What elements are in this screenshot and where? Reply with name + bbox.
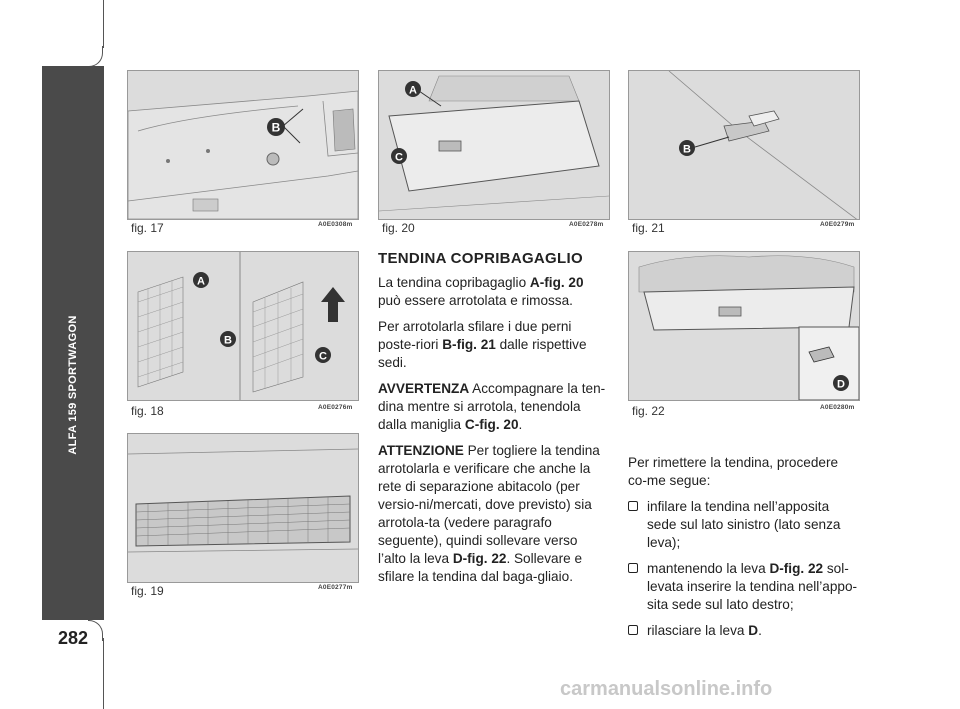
fig-18-label: fig. 18	[131, 404, 164, 418]
sidebar-title: ALFA 159 SPORTWAGON	[67, 315, 79, 455]
fig-17-code: A0E0308m	[318, 221, 353, 228]
callout-b: B	[683, 143, 691, 156]
page-number: 282	[58, 628, 89, 648]
fig-17-label: fig. 17	[131, 221, 164, 235]
checkbox-bullet-icon	[628, 625, 638, 635]
fig-21-code: A0E0279m	[820, 221, 855, 228]
figure-ref: B-fig. 21	[442, 337, 496, 352]
fig-22-code: A0E0280m	[820, 404, 855, 411]
margin-curve-bottom	[88, 620, 103, 641]
callout-a: A	[197, 275, 205, 288]
paragraph-caution: ATTENZIONE Per togliere la tendina arrotolarla e verificare che anche la rete di separazione abitacolo (per versio-ni/mercati, dove previsto) sia arrotola-ta (vedere paragrafo seguente), quindi sollevare verso l’alto la leva D-fig. 22. Sollevare e sfilare la tendina dal baga-gliaio.	[378, 443, 600, 584]
figure-ref: D	[748, 623, 759, 638]
watermark: carmanualsonline.info	[560, 678, 773, 700]
callout-b: B	[271, 120, 281, 135]
list-item: rilasciare la leva D.	[628, 622, 858, 640]
fig-19-label: fig. 19	[131, 584, 164, 598]
figure-20	[378, 70, 610, 220]
fig-22-label: fig. 22	[632, 404, 665, 418]
section-heading: TENDINA COPRIBAGAGLIO	[378, 250, 583, 267]
callout-d: D	[837, 378, 845, 391]
warning-lead: AVVERTENZA	[378, 381, 470, 396]
callout-c: C	[319, 350, 327, 363]
figure-ref: C-fig. 20	[464, 417, 519, 432]
margin-line-bottom	[103, 638, 104, 709]
paragraph-2: Per arrotolarla sfilare i due perni poste-riori B-fig. 21 dalle rispettive sedi.	[378, 319, 587, 370]
checkbox-bullet-icon	[628, 563, 638, 573]
steps-list	[628, 498, 858, 640]
fig-19-code: A0E0277m	[318, 584, 353, 591]
caution-lead: ATTENZIONE	[378, 443, 464, 458]
list-item: mantenendo la leva D-fig. 22 sol-levata inserire la tendina nell’appo-sita sede sul lato destro;	[628, 560, 858, 614]
paragraph-1: La tendina copribagaglio A-fig. 20 può essere arrotolata e rimossa.	[378, 275, 584, 308]
figure-19	[127, 433, 359, 583]
checkbox-bullet-icon	[628, 501, 638, 511]
margin-line-top	[103, 0, 104, 48]
list-item: infilare la tendina nell’apposita sede sul lato sinistro (lato senza leva);	[628, 498, 858, 552]
fig-20-label: fig. 20	[382, 221, 415, 235]
right-text-column	[628, 454, 858, 648]
callout-c: C	[395, 151, 403, 164]
intro-paragraph: Per rimettere la tendina, procedere co-me segue:	[628, 455, 839, 488]
fig-21-label: fig. 21	[632, 221, 665, 235]
figure-ref: D-fig. 22	[769, 561, 824, 576]
figure-17	[127, 70, 359, 220]
figure-ref: D-fig. 22	[452, 551, 507, 566]
figure-18	[127, 251, 359, 401]
callout-a: A	[409, 84, 417, 97]
figure-22	[628, 251, 860, 401]
fig-18-code: A0E0276m	[318, 404, 353, 411]
paragraph-warning: AVVERTENZA Accompagnare la ten-dina mentre si arrotola, tenendola dalla maniglia C-fig. 20.	[378, 381, 606, 432]
figure-21	[628, 70, 860, 220]
section-text-column	[378, 250, 608, 594]
margin-curve-top	[88, 46, 103, 67]
callout-b: B	[224, 334, 232, 347]
fig-20-code: A0E0278m	[569, 221, 604, 228]
figure-ref: A-fig. 20	[529, 275, 584, 290]
